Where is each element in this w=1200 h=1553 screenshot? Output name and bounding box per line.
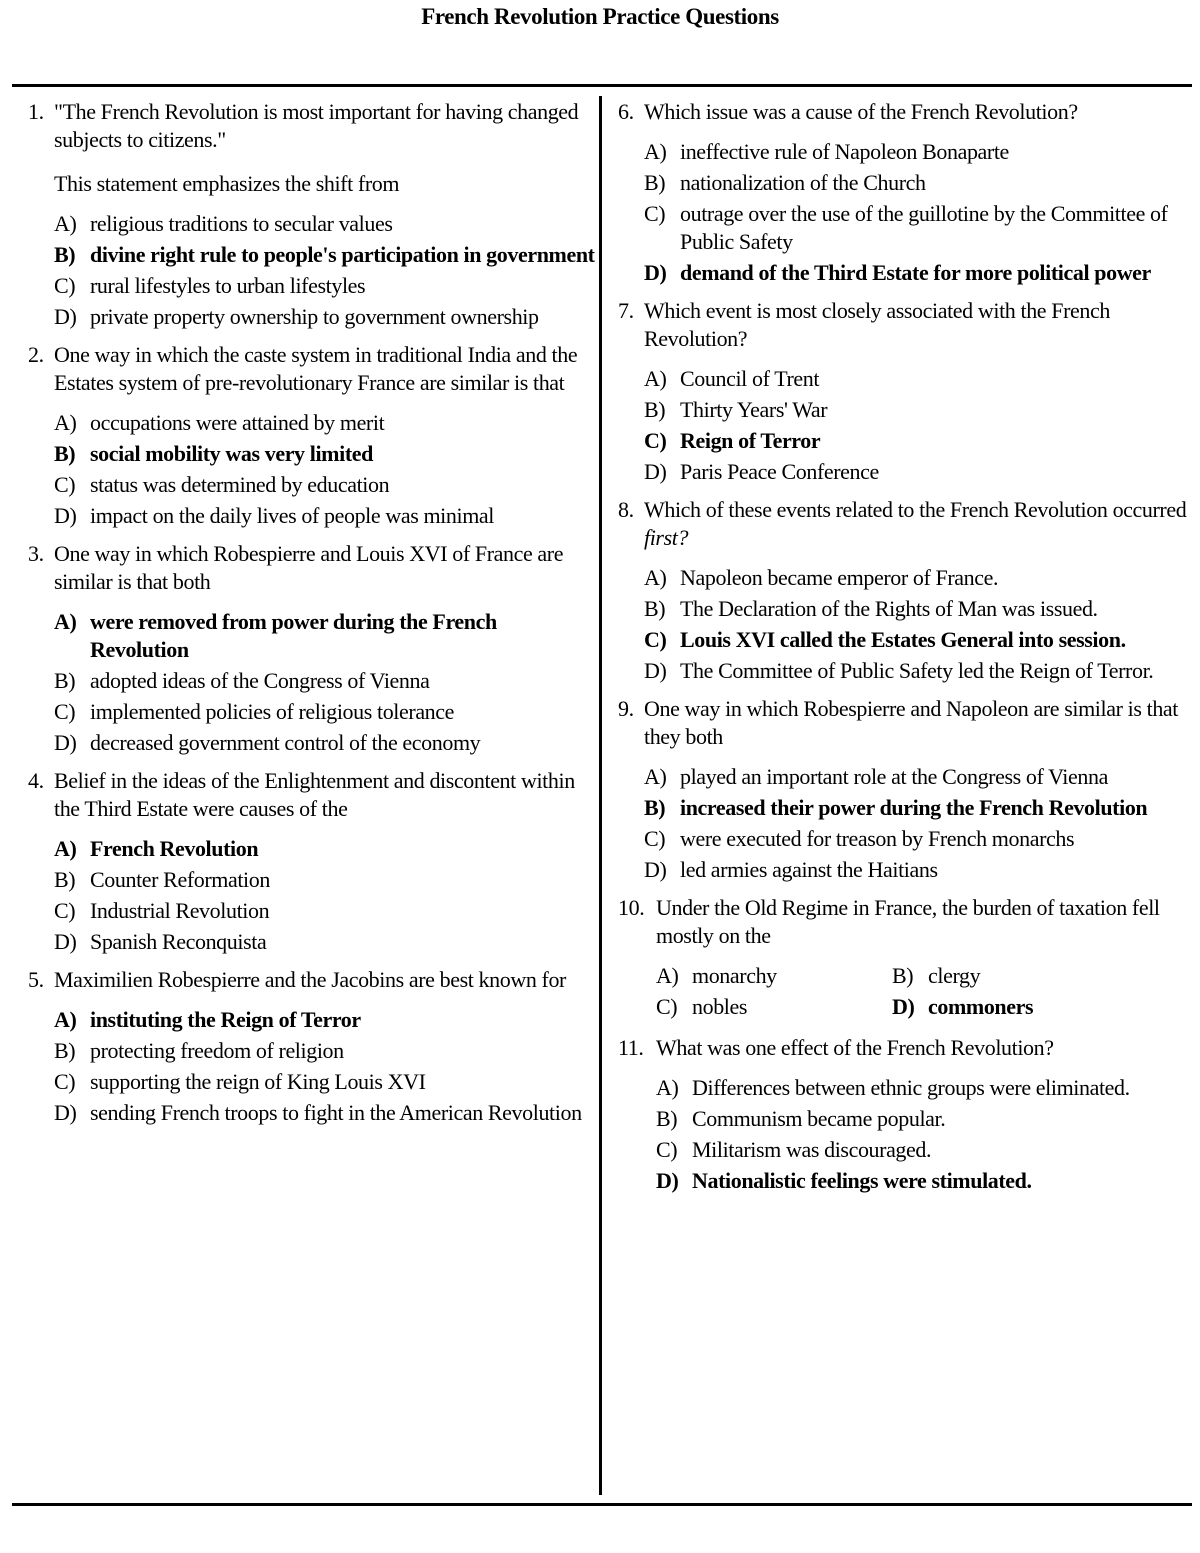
option-d xyxy=(54,1099,596,1127)
option-text: implemented policies of religious tolerance xyxy=(90,699,455,724)
options-list xyxy=(54,835,596,956)
option-a xyxy=(644,763,1188,791)
question-number: 7. xyxy=(618,298,634,323)
question-text: One way in which Robespierre and Napoleon are similar is that they both xyxy=(644,696,1178,749)
option-a-correct xyxy=(54,1006,596,1034)
option-c xyxy=(644,200,1188,256)
option-text: Differences between ethnic groups were eliminated. xyxy=(692,1075,1130,1100)
option-letter: B) xyxy=(54,242,76,267)
option-letter: B) xyxy=(644,397,666,422)
option-text: occupations were attained by merit xyxy=(90,410,385,435)
option-letter: B) xyxy=(644,795,666,820)
option-d xyxy=(54,502,596,530)
option-letter: D) xyxy=(54,730,77,755)
question-4 xyxy=(28,767,596,956)
option-letter: A) xyxy=(54,410,77,435)
option-letter: D) xyxy=(54,503,77,528)
option-letter: A) xyxy=(644,565,667,590)
option-b xyxy=(644,396,1188,424)
option-c xyxy=(54,272,596,300)
question-8 xyxy=(618,496,1188,685)
option-text: nobles xyxy=(692,994,748,1019)
option-text: impact on the daily lives of people was minimal xyxy=(90,503,494,528)
option-text: clergy xyxy=(928,963,981,988)
option-letter: B) xyxy=(644,596,666,621)
question-number: 3. xyxy=(28,541,44,566)
question-7 xyxy=(618,297,1188,486)
option-text: religious traditions to secular values xyxy=(90,211,393,236)
option-text: nationalization of the Church xyxy=(680,170,926,195)
question-text: What was one effect of the French Revolution? xyxy=(656,1035,1054,1060)
right-column xyxy=(618,98,1188,1205)
options-list xyxy=(644,138,1188,287)
option-letter: C) xyxy=(54,699,76,724)
option-letter: A) xyxy=(656,1075,679,1100)
question-number: 9. xyxy=(618,696,634,721)
option-text: ineffective rule of Napoleon Bonaparte xyxy=(680,139,1009,164)
question-note: This statement emphasizes the shift from xyxy=(54,171,400,196)
option-letter: B) xyxy=(54,441,76,466)
option-d-correct xyxy=(644,259,1188,287)
options-list xyxy=(54,210,596,331)
option-letter: C) xyxy=(656,994,678,1019)
option-d xyxy=(54,729,596,757)
option-text: social mobility was very limited xyxy=(90,441,373,466)
option-a xyxy=(656,1074,1188,1102)
left-column xyxy=(28,98,596,1137)
question-text: Belief in the ideas of the Enlightenment and discontent within the Third Estate were causes of the xyxy=(54,768,575,821)
option-text: Nationalistic feelings were stimulated. xyxy=(692,1168,1032,1193)
option-letter: C) xyxy=(54,472,76,497)
option-c xyxy=(656,993,892,1021)
option-letter: C) xyxy=(644,627,667,652)
option-a-correct xyxy=(54,608,596,664)
question-10 xyxy=(618,894,1188,1024)
option-letter: D) xyxy=(54,929,77,954)
option-letter: C) xyxy=(54,898,76,923)
question-number: 8. xyxy=(618,497,634,522)
option-c-correct xyxy=(644,626,1188,654)
question-5 xyxy=(28,966,596,1127)
option-text: rural lifestyles to urban lifestyles xyxy=(90,273,366,298)
option-text: were executed for treason by French monarchs xyxy=(680,826,1075,851)
question-text: One way in which the caste system in traditional India and the Estates system of pre-revolutionary France are similar is that xyxy=(54,342,578,395)
page-title: French Revolution Practice Questions xyxy=(421,4,779,29)
question-number: 1. xyxy=(28,99,44,124)
option-text: demand of the Third Estate for more political power xyxy=(680,260,1151,285)
option-letter: D) xyxy=(644,260,667,285)
question-1 xyxy=(28,98,596,331)
question-9 xyxy=(618,695,1188,884)
question-number: 6. xyxy=(618,99,634,124)
question-text-main: Which of these events related to the French Revolution occurred xyxy=(644,497,1187,522)
question-number: 11. xyxy=(618,1035,644,1060)
option-letter: A) xyxy=(644,139,667,164)
question-number: 4. xyxy=(28,768,44,793)
question-2 xyxy=(28,341,596,530)
question-6 xyxy=(618,98,1188,287)
option-c xyxy=(54,1068,596,1096)
column-divider xyxy=(599,96,602,1495)
question-number: 5. xyxy=(28,967,44,992)
option-letter: B) xyxy=(54,668,76,693)
option-b xyxy=(54,667,596,695)
option-text: Communism became popular. xyxy=(692,1106,946,1131)
option-letter: C) xyxy=(644,428,667,453)
option-d xyxy=(54,928,596,956)
option-d xyxy=(644,657,1188,685)
option-b xyxy=(644,169,1188,197)
option-letter: A) xyxy=(54,836,77,861)
question-text: One way in which Robespierre and Louis XVI of France are similar is that both xyxy=(54,541,564,594)
question-3 xyxy=(28,540,596,757)
option-a xyxy=(54,409,596,437)
option-text: Council of Trent xyxy=(680,366,820,391)
option-b xyxy=(656,1105,1188,1133)
option-a xyxy=(644,365,1188,393)
options-list xyxy=(656,1074,1188,1195)
option-letter: A) xyxy=(656,963,679,988)
question-text: "The French Revolution is most important for having changed subjects to citizens." xyxy=(54,99,579,152)
option-text: Napoleon became emperor of France. xyxy=(680,565,999,590)
options-list xyxy=(54,608,596,757)
option-text: were removed from power during the French Revolution xyxy=(90,609,497,662)
option-text: increased their power during the French Revolution xyxy=(680,795,1148,820)
option-text: commoners xyxy=(928,994,1034,1019)
option-d-correct xyxy=(892,993,1128,1021)
option-text: supporting the reign of King Louis XVI xyxy=(90,1069,426,1094)
option-d xyxy=(644,458,1188,486)
option-text: Industrial Revolution xyxy=(90,898,270,923)
option-c xyxy=(656,1136,1188,1164)
option-letter: D) xyxy=(892,994,915,1019)
option-text: divine right rule to people's participation in government xyxy=(90,242,595,267)
option-letter: C) xyxy=(656,1137,678,1162)
option-text: monarchy xyxy=(692,963,777,988)
option-b-correct xyxy=(54,440,596,468)
question-text xyxy=(644,496,1188,552)
option-letter: B) xyxy=(54,867,76,892)
option-letter: D) xyxy=(644,857,667,882)
option-d xyxy=(54,303,596,331)
option-text: instituting the Reign of Terror xyxy=(90,1007,361,1032)
option-a xyxy=(644,138,1188,166)
option-letter: A) xyxy=(644,366,667,391)
bottom-rule xyxy=(12,1503,1192,1506)
option-letter: D) xyxy=(656,1168,679,1193)
option-c xyxy=(54,897,596,925)
option-a xyxy=(644,564,1188,592)
option-a-correct xyxy=(54,835,596,863)
option-c-correct xyxy=(644,427,1188,455)
option-letter: C) xyxy=(644,826,666,851)
option-text: decreased government control of the economy xyxy=(90,730,481,755)
option-text: Militarism was discouraged. xyxy=(692,1137,932,1162)
option-text: Thirty Years' War xyxy=(680,397,828,422)
option-text: The Committee of Public Safety led the Reign of Terror. xyxy=(680,658,1154,683)
option-text: status was determined by education xyxy=(90,472,390,497)
option-letter: B) xyxy=(644,170,666,195)
option-text: French Revolution xyxy=(90,836,259,861)
question-11 xyxy=(618,1034,1188,1195)
question-text: Maximilien Robespierre and the Jacobins are best known for xyxy=(54,967,566,992)
option-letter: C) xyxy=(54,273,76,298)
option-text: Reign of Terror xyxy=(680,428,821,453)
question-text: Which issue was a cause of the French Revolution? xyxy=(644,99,1078,124)
option-a xyxy=(54,210,596,238)
option-text: private property ownership to government ownership xyxy=(90,304,539,329)
option-letter: A) xyxy=(54,211,77,236)
options-grid xyxy=(656,962,1188,1024)
option-text: adopted ideas of the Congress of Vienna xyxy=(90,668,430,693)
option-text: Spanish Reconquista xyxy=(90,929,267,954)
option-c xyxy=(644,825,1188,853)
option-letter: A) xyxy=(54,609,77,634)
option-b xyxy=(892,962,1128,990)
option-letter: B) xyxy=(656,1106,678,1131)
option-d xyxy=(644,856,1188,884)
option-text: protecting freedom of religion xyxy=(90,1038,344,1063)
option-text: Counter Reformation xyxy=(90,867,270,892)
options-list xyxy=(54,409,596,530)
question-emphasis: first? xyxy=(644,525,689,550)
option-letter: D) xyxy=(54,1100,77,1125)
option-b xyxy=(54,866,596,894)
top-rule xyxy=(12,84,1192,87)
option-text: The Declaration of the Rights of Man was issued. xyxy=(680,596,1098,621)
option-letter: D) xyxy=(644,459,667,484)
option-b xyxy=(54,1037,596,1065)
option-letter: D) xyxy=(54,304,77,329)
option-c xyxy=(54,698,596,726)
option-b-correct xyxy=(54,241,596,269)
question-text: Under the Old Regime in France, the burden of taxation fell mostly on the xyxy=(656,895,1160,948)
options-list xyxy=(644,564,1188,685)
option-letter: B) xyxy=(892,963,914,988)
option-text: played an important role at the Congress of Vienna xyxy=(680,764,1108,789)
option-letter: C) xyxy=(644,201,666,226)
option-letter: B) xyxy=(54,1038,76,1063)
option-text: led armies against the Haitians xyxy=(680,857,938,882)
option-text: sending French troops to fight in the American Revolution xyxy=(90,1100,582,1125)
question-number: 2. xyxy=(28,342,44,367)
question-number: 10. xyxy=(618,895,645,920)
options-list xyxy=(644,365,1188,486)
option-letter: D) xyxy=(644,658,667,683)
option-letter: A) xyxy=(54,1007,77,1032)
option-b xyxy=(644,595,1188,623)
options-list xyxy=(644,763,1188,884)
option-d-correct xyxy=(656,1167,1188,1195)
option-c xyxy=(54,471,596,499)
option-text: outrage over the use of the guillotine by the Committee of Public Safety xyxy=(680,201,1168,254)
option-letter: A) xyxy=(644,764,667,789)
option-text: Paris Peace Conference xyxy=(680,459,879,484)
option-b-correct xyxy=(644,794,1188,822)
options-list xyxy=(54,1006,596,1127)
option-a xyxy=(656,962,892,990)
option-text: Louis XVI called the Estates General into session. xyxy=(680,627,1126,652)
question-text: Which event is most closely associated with the French Revolution? xyxy=(644,298,1110,351)
option-letter: C) xyxy=(54,1069,76,1094)
